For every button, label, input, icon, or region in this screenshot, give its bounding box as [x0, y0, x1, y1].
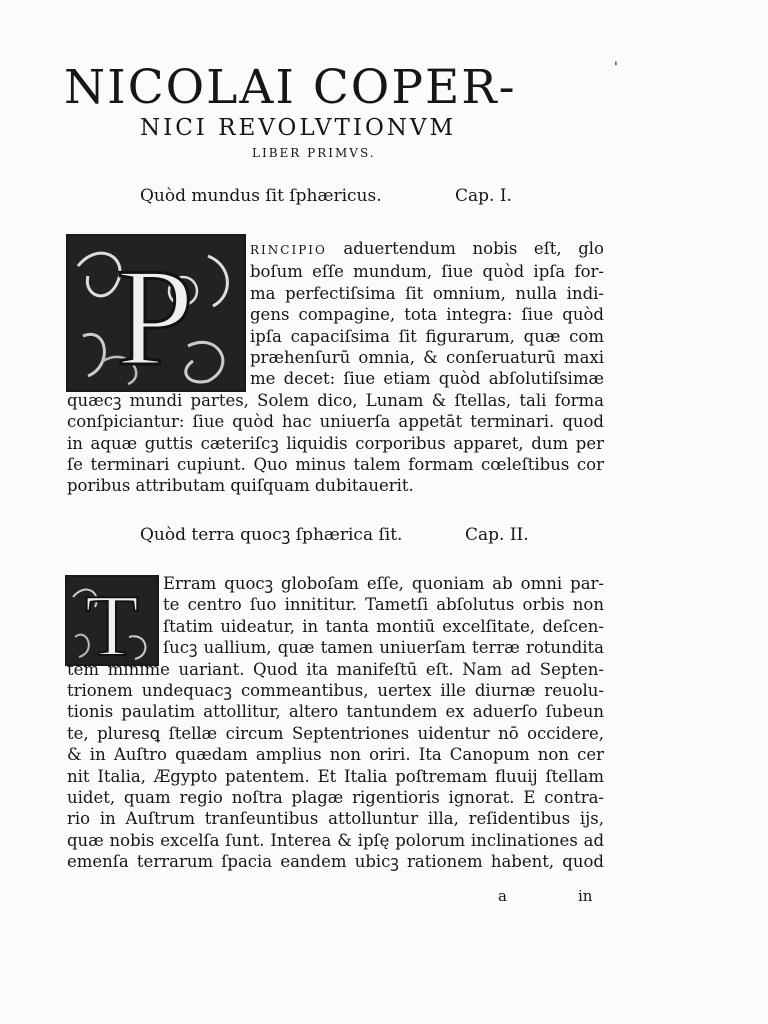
text-line: quæcꝫ mundi partes, Solem dico, Lunam & ſtellas, tali forma [67, 390, 604, 410]
text-line: & in Auſtro quædam amplius non oriri. Ita Canopum non cer [67, 745, 604, 765]
text-line: trionem undequacꝫ commeantibus, uertex ille diurnæ reuolu- [67, 681, 604, 701]
chapter-1-text [67, 238, 604, 497]
catchword: in [578, 887, 593, 905]
text-line: me decet: ſiue etiam quòd abſolutiſsimæ [250, 369, 604, 389]
chapter-2-text [67, 573, 604, 873]
text-line: conſpiciantur: ſiue quòd hac uniuerſa appetāt terminari. quod [67, 412, 604, 432]
text-line: ipſa capaciſsima ſit figurarum, quæ com [250, 326, 604, 346]
text-line: præhenſurū omnia, & conſeruaturū maxi [250, 348, 604, 368]
title-line-3: LIBER PRIMVS. [252, 146, 376, 160]
chapter-2-heading: Quòd terra quocꝫ ſphærica ſit. [140, 525, 403, 545]
text-line: rio in Auſtrum tranſeuntibus attolluntur illa, reſidentibus ijs, [67, 809, 604, 829]
text-line: tionis paulatim attollitur, altero tantundem ex aduerſo ſubeun [67, 702, 604, 722]
text-line: in aquæ guttis cæteriſcꝫ liquidis corporibus apparet, dum per [67, 433, 604, 453]
chapter-2-number: Cap. II. [465, 525, 529, 545]
text-line: ma perfectiſsima ſit omnium, nulla indi- [250, 283, 604, 303]
text-line: te centro ſuo innititur. Tametſi abſolutus orbis non [163, 595, 604, 615]
chapter-1-heading: Quòd mundus ſit ſphæricus. [140, 186, 382, 206]
title-line-2: NICI REVOLVTIONVM [140, 115, 457, 141]
text-line: te, pluresꝗ ſtellæ circum Septentriones uidentur nō occidere, [67, 723, 604, 743]
text-line: quæ nobis excelſa ſunt. Interea & ipſę polorum inclinationes ad [67, 830, 604, 850]
first-word: RINCIPIO [250, 243, 327, 257]
text-line: poribus attributam quiſquam dubitauerit. [67, 476, 414, 496]
signature-mark: a [498, 887, 507, 905]
margin-mark: ' [614, 60, 618, 76]
initial-p-glyph: P [116, 240, 194, 390]
title-line-1: NICOLAI COPER- [64, 60, 517, 115]
text-line: uidet, quam regio noſtra plagæ rigentioris ignorat. E contra- [67, 788, 604, 808]
text-line: ſe terminari cupiunt. Quo minus talem formam cœleſtibus cor [67, 455, 604, 475]
text-line: gens compagine, tota integra: ſiue quòd [250, 305, 604, 325]
text-line: emenſa terrarum ſpacia eandem ubicꝫ rationem habent, quod [67, 852, 604, 872]
chapter-1-number: Cap. I. [455, 186, 512, 206]
initial-t-glyph: T [85, 578, 139, 664]
text-line: ſtatim uideatur, in tanta montiū excelſitate, deſcen- [163, 616, 604, 636]
text-line: boſum eſſe mundum, ſiue quòd ipſa for- [250, 262, 604, 282]
text-line: nit Italia, Ægypto patentem. Et Italia poſtremam fluuij ſtellam [67, 766, 604, 786]
text-line: Erram quocꝫ globoſam eſſe, quoniam ab omni par- [163, 574, 604, 593]
text-line: RINCIPIO aduertendum nobis eſt, glo [250, 239, 604, 258]
text-line: tem minime uariant. Quod ita manifeſtū eſt. Nam ad Septen- [67, 659, 604, 679]
text-line: ſucꝫ uallium, quæ tamen uniuerſam terræ rotundita [163, 638, 604, 658]
